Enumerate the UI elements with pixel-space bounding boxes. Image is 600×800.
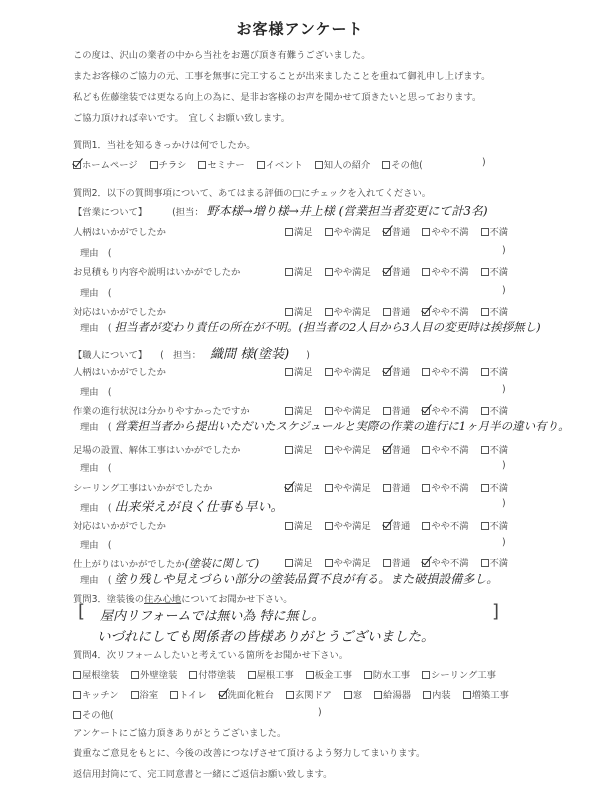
rating-somewhat-dissatisfied[interactable] — [422, 224, 468, 238]
rating-somewhat-dissatisfied[interactable] — [422, 518, 468, 532]
rating-satisfied[interactable] — [285, 442, 313, 456]
close-paren: ) — [502, 245, 506, 256]
rating-dissatisfied[interactable] — [481, 304, 509, 318]
checkbox[interactable] — [73, 691, 81, 699]
checkbox[interactable] — [481, 407, 489, 415]
checkbox-checked[interactable] — [219, 691, 227, 699]
rating-somewhat-satisfied[interactable] — [325, 480, 371, 494]
rating-label: 普通 — [391, 227, 411, 238]
rating-label: 満足 — [294, 367, 313, 378]
option-label: キッチン — [82, 690, 119, 701]
rating-dissatisfied[interactable] — [481, 480, 509, 494]
q1-option-event[interactable] — [257, 157, 303, 171]
q1-options — [73, 157, 432, 171]
checkbox[interactable] — [150, 161, 158, 169]
rating-somewhat-satisfied[interactable] — [325, 442, 371, 456]
rating-somewhat-dissatisfied[interactable] — [422, 442, 468, 456]
checkbox[interactable] — [131, 691, 139, 699]
close-paren: ) — [502, 285, 506, 296]
q4-other-close: ) — [318, 707, 322, 718]
rating-somewhat-satisfied[interactable] — [325, 304, 371, 318]
rating-satisfied[interactable] — [285, 518, 313, 532]
q1-option-flyer[interactable] — [150, 157, 187, 171]
rating-label: 不満 — [489, 406, 509, 417]
checkbox[interactable] — [422, 671, 430, 679]
checkbox[interactable] — [344, 691, 352, 699]
option-label: その他( — [82, 710, 114, 721]
rating-label: やや不満 — [431, 558, 469, 569]
rating-label: 満足 — [294, 558, 313, 569]
q3-label-underlined: 住み心地 — [144, 594, 182, 605]
checkbox[interactable] — [325, 559, 333, 567]
q4-option-sealing-work[interactable] — [422, 667, 496, 681]
rating-label: 普通 — [391, 445, 411, 456]
option-label: その他( — [391, 160, 423, 171]
rating-label: 不満 — [489, 445, 509, 456]
craftsmen-staff-label: ( 担当： — [160, 350, 201, 361]
q4-option-window[interactable] — [344, 687, 362, 701]
option-label: イベント — [265, 160, 303, 171]
rating-label: やや満足 — [333, 445, 371, 456]
rating-somewhat-dissatisfied[interactable] — [422, 480, 468, 494]
rating-label: やや不満 — [431, 483, 469, 494]
rating-label: やや満足 — [333, 521, 371, 532]
checkbox-checked[interactable] — [383, 446, 391, 454]
rating-label: やや不満 — [431, 307, 469, 318]
checkbox-checked[interactable] — [422, 407, 430, 415]
option-label: 給湯器 — [383, 690, 412, 701]
checkbox[interactable] — [315, 161, 323, 169]
option-label: 屋根塗装 — [82, 670, 120, 681]
q4-option-extension-work[interactable] — [463, 687, 509, 701]
checkbox-checked[interactable] — [422, 559, 430, 567]
q4-option-vanity[interactable] — [219, 687, 275, 701]
option-label: 浴室 — [139, 690, 159, 701]
closing-line-2: 貴重なご意見をもとに、今後の改善につなげさせて頂けるよう努力してまいります。 — [73, 748, 426, 759]
checkbox[interactable] — [189, 671, 197, 679]
rating-neutral[interactable] — [383, 403, 411, 417]
rating-dissatisfied[interactable] — [481, 403, 509, 417]
option-label: 付帯塗装 — [198, 670, 236, 681]
rating-somewhat-satisfied[interactable] — [325, 555, 371, 569]
sales-q1-reason[interactable]: 理由 ( — [80, 248, 112, 259]
rating-somewhat-satisfied[interactable] — [325, 264, 371, 278]
rating-somewhat-satisfied[interactable] — [325, 518, 371, 532]
rating-label: 普通 — [391, 558, 411, 569]
rating-dissatisfied[interactable] — [481, 264, 509, 278]
rating-label: 満足 — [294, 227, 313, 238]
sales-q2-ratings — [285, 264, 508, 278]
checkbox[interactable] — [306, 671, 314, 679]
craftsmen-q1-reason[interactable]: 理由 ( — [80, 387, 112, 398]
option-label: 玄関ドア — [294, 690, 332, 701]
rating-label: 普通 — [391, 521, 411, 532]
option-label: 板金工事 — [314, 670, 352, 681]
rating-label: やや満足 — [333, 267, 371, 278]
rating-label: 満足 — [294, 483, 313, 494]
checkbox[interactable] — [325, 407, 333, 415]
q4-option-sheet-metal-work[interactable] — [306, 667, 352, 681]
rating-label: 不満 — [489, 367, 509, 378]
checkbox[interactable] — [325, 484, 333, 492]
checkbox[interactable] — [285, 407, 293, 415]
rating-label: 普通 — [391, 406, 411, 417]
q4-options-row-2 — [73, 687, 518, 701]
rating-label: やや不満 — [431, 267, 469, 278]
checkbox[interactable] — [481, 559, 489, 567]
sales-header — [73, 202, 488, 219]
rating-somewhat-dissatisfied[interactable] — [422, 555, 468, 569]
reason-handwritten: 担当者が変わり責任の所在が不明。(担当者の2人目から3人目の変更時は挨拶無し) — [114, 320, 541, 334]
option-label: ホームページ — [82, 160, 138, 171]
rating-neutral[interactable] — [383, 264, 411, 278]
rating-label: 不満 — [489, 521, 509, 532]
checkbox[interactable] — [383, 407, 391, 415]
checkbox[interactable] — [481, 228, 489, 236]
rating-label: 普通 — [391, 267, 411, 278]
reason-handwritten: 営業担当者から提出いただいたスケジュールと実際の作業の進行に1ヶ月半の違い有り。 — [114, 419, 570, 433]
q4-option-roof-painting[interactable] — [73, 667, 119, 681]
craftsmen-section-title: 【職人について】 — [73, 350, 148, 361]
checkbox[interactable] — [198, 161, 206, 169]
q3-label-suffix: についてお聞かせ下さい。 — [181, 594, 293, 605]
sales-q3-ratings — [285, 304, 508, 318]
checkbox[interactable] — [481, 368, 489, 376]
checkbox[interactable] — [285, 522, 293, 530]
rating-label: やや不満 — [431, 445, 469, 456]
checkbox[interactable] — [285, 228, 293, 236]
q1-other-close: ) — [482, 157, 486, 168]
rating-satisfied[interactable] — [285, 304, 313, 318]
checkbox[interactable] — [364, 671, 372, 679]
sales-q2-label: お見積もり内容や説明はいかがでしたか — [73, 267, 241, 278]
rating-neutral[interactable] — [383, 518, 411, 532]
question-text: 仕上がりはいかがでしたか — [73, 559, 185, 570]
option-label: シーリング工事 — [431, 670, 496, 681]
checkbox[interactable] — [285, 446, 293, 454]
checkbox[interactable] — [325, 308, 333, 316]
rating-somewhat-satisfied[interactable] — [325, 403, 371, 417]
checkbox[interactable] — [423, 691, 431, 699]
craftsmen-q6-reason[interactable] — [80, 570, 498, 587]
rating-label: 不満 — [489, 227, 509, 238]
rating-label: 普通 — [391, 307, 411, 318]
rating-somewhat-dissatisfied[interactable] — [422, 264, 468, 278]
close-paren: ) — [502, 460, 506, 471]
checkbox[interactable] — [422, 228, 430, 236]
option-label: チラシ — [158, 160, 187, 171]
rating-neutral[interactable] — [383, 442, 411, 456]
checkbox[interactable] — [422, 522, 430, 530]
checkbox[interactable] — [463, 691, 471, 699]
craftsmen-q3-ratings — [285, 442, 508, 456]
sales-section-title: 【営業について】 — [73, 207, 148, 218]
checkbox[interactable] — [325, 368, 333, 376]
rating-dissatisfied[interactable] — [481, 555, 509, 569]
sales-q3-reason[interactable] — [80, 319, 541, 335]
rating-neutral[interactable] — [383, 555, 411, 569]
reason-label: 理由 ( — [80, 323, 112, 334]
craftsmen-q2-ratings — [285, 403, 508, 417]
craftsmen-q4-ratings — [285, 480, 508, 494]
q4-option-entrance-door[interactable] — [286, 687, 332, 701]
rating-satisfied[interactable] — [285, 224, 313, 238]
checkbox[interactable] — [325, 268, 333, 276]
checkbox[interactable] — [383, 308, 391, 316]
q4-label: 質問4．次リフォームしたいと考えている箇所をお聞かせ下さい。 — [73, 650, 349, 661]
reason-label: 理由 ( — [80, 422, 112, 433]
rating-satisfied[interactable] — [285, 403, 313, 417]
rating-somewhat-satisfied[interactable] — [325, 364, 371, 378]
rating-label: やや不満 — [431, 367, 469, 378]
q3-bracket-close: ] — [492, 601, 500, 622]
rating-label: 普通 — [391, 367, 411, 378]
craftsmen-q1-label: 人柄はいかがでしたか — [73, 367, 166, 378]
rating-label: 満足 — [294, 406, 313, 417]
option-label: 増築工事 — [471, 690, 509, 701]
rating-label: 普通 — [391, 483, 411, 494]
checkbox[interactable] — [481, 484, 489, 492]
craftsmen-q2-label: 作業の進行状況は分かりやすかったですか — [73, 406, 250, 417]
close-paren: ) — [502, 537, 506, 548]
rating-label: 不満 — [489, 307, 509, 318]
checkbox-checked[interactable] — [285, 484, 293, 492]
q4-option-roof-work[interactable] — [248, 667, 294, 681]
rating-neutral[interactable] — [383, 224, 411, 238]
intro-line-2: またお客様のご協力の元、工事を無事に完工することが出来ましたことを重ねて御礼申し上げます。 — [73, 71, 491, 82]
checkbox[interactable] — [481, 446, 489, 454]
craftsmen-q3-reason[interactable]: 理由 ( — [80, 463, 112, 474]
checkbox[interactable] — [383, 484, 391, 492]
rating-satisfied[interactable] — [285, 555, 313, 569]
checkbox[interactable] — [170, 691, 178, 699]
craftsmen-q6-label — [73, 555, 259, 571]
option-label: 内装 — [432, 690, 451, 701]
q2-label: 質問2．以下の質問事項について、あてはまる評価の□にチェックを入れてください。 — [73, 188, 432, 199]
rating-satisfied[interactable] — [285, 480, 313, 494]
craftsmen-q2-reason[interactable] — [80, 418, 570, 434]
q3-answer-line-1[interactable]: 屋内リフォームでは無い為 特に無し。 — [100, 609, 325, 624]
closing-line-3: 返信用封筒にて、完工同意書と一緒にご返信お願い致します。 — [73, 769, 333, 780]
craftsmen-staff-close: ) — [306, 350, 310, 361]
checkbox[interactable] — [285, 308, 293, 316]
checkbox[interactable] — [422, 368, 430, 376]
rating-dissatisfied[interactable] — [481, 518, 509, 532]
rating-label: やや満足 — [333, 558, 371, 569]
q4-option-toilet[interactable] — [170, 687, 206, 701]
sales-q2-reason[interactable]: 理由 ( — [80, 288, 112, 299]
craftsmen-q6-ratings — [285, 555, 508, 569]
craftsmen-q4-label: シーリング工事はいかがでしたか — [73, 483, 213, 494]
rating-label: やや満足 — [333, 227, 371, 238]
q4-options-row-1 — [73, 667, 505, 681]
checkbox[interactable] — [422, 446, 430, 454]
checkbox[interactable] — [285, 559, 293, 567]
q3-label — [73, 591, 293, 605]
q1-option-other[interactable] — [382, 157, 423, 171]
sales-q3-label: 対応はいかがでしたか — [73, 307, 166, 318]
rating-somewhat-dissatisfied[interactable] — [422, 403, 468, 417]
rating-somewhat-dissatisfied[interactable] — [422, 364, 468, 378]
checkbox[interactable] — [285, 268, 293, 276]
option-label: セミナー — [207, 160, 245, 171]
rating-dissatisfied[interactable] — [481, 442, 509, 456]
question-handwritten-note: (塗装に関して) — [184, 557, 260, 570]
q4-option-other[interactable] — [73, 707, 114, 721]
checkbox[interactable] — [73, 671, 81, 679]
sales-q1-label: 人柄はいかがでしたか — [73, 227, 166, 238]
option-label: 防水工事 — [372, 670, 411, 681]
rating-label: やや満足 — [333, 367, 371, 378]
rating-neutral[interactable] — [383, 480, 411, 494]
option-label: 知人の紹介 — [323, 160, 371, 171]
rating-somewhat-dissatisfied[interactable] — [422, 304, 468, 318]
option-label: 屋根工事 — [256, 670, 294, 681]
craftsmen-q3-label: 足場の設置、解体工事はいかがでしたか — [73, 445, 241, 456]
q1-option-homepage[interactable] — [73, 157, 138, 171]
rating-label: 不満 — [489, 267, 509, 278]
q4-option-waterproofing[interactable] — [364, 667, 410, 681]
q4-option-kitchen[interactable] — [73, 687, 119, 701]
rating-label: 満足 — [294, 445, 313, 456]
closing-line-1: アンケートにご協力頂きありがとうございました。 — [73, 728, 287, 739]
craftsmen-q5-label: 対応はいかがでしたか — [73, 521, 166, 532]
checkbox[interactable] — [383, 559, 391, 567]
rating-satisfied[interactable] — [285, 264, 313, 278]
rating-neutral[interactable] — [383, 304, 411, 318]
sales-q1-ratings — [285, 224, 508, 238]
close-paren: ) — [502, 384, 506, 395]
q1-option-seminar[interactable] — [198, 157, 244, 171]
q1-option-referral[interactable] — [315, 157, 371, 171]
rating-label: やや満足 — [333, 307, 371, 318]
rating-label: 満足 — [294, 307, 313, 318]
q1-label: 質問1．当社を知るきっかけは何でしたか。 — [73, 140, 256, 151]
q3-label-prefix: 質問3．塗装後の — [73, 594, 144, 605]
q4-option-accessory-painting[interactable] — [189, 667, 235, 681]
checkbox[interactable] — [248, 671, 256, 679]
q4-option-bathroom[interactable] — [131, 687, 159, 701]
checkbox-checked[interactable] — [383, 522, 391, 530]
option-label: トイレ — [179, 690, 207, 701]
reason-label: 理由 ( — [80, 575, 112, 586]
checkbox-checked[interactable] — [73, 161, 81, 169]
checkbox[interactable] — [382, 161, 390, 169]
option-label: 外壁塗装 — [140, 670, 178, 681]
intro-line-3: 私ども佐藤塗装では更なる向上の為に、是非お客様のお声を聞かせて頂きたいと思っております。 — [73, 92, 482, 103]
reason-handwritten: 塗り残しや見えづらい部分の塗装品質不良が有る。また破損設備多し。 — [114, 572, 499, 586]
checkbox[interactable] — [286, 691, 294, 699]
option-label: 洗面化粧台 — [227, 690, 274, 701]
craftsmen-q1-ratings — [285, 364, 508, 378]
rating-label: やや満足 — [333, 406, 371, 417]
rating-label: やや満足 — [333, 483, 371, 494]
rating-label: 不満 — [489, 558, 509, 569]
rating-dissatisfied[interactable] — [481, 224, 509, 238]
checkbox[interactable] — [481, 522, 489, 530]
checkbox[interactable] — [374, 691, 382, 699]
craftsmen-q4-reason[interactable] — [80, 496, 284, 515]
q4-option-interior[interactable] — [423, 687, 451, 701]
checkbox[interactable] — [325, 446, 333, 454]
rating-label: やや不満 — [431, 406, 469, 417]
rating-neutral[interactable] — [383, 364, 411, 378]
q3-bracket-open: [ — [78, 601, 86, 622]
q4-option-water-heater[interactable] — [374, 687, 411, 701]
checkbox[interactable] — [131, 671, 139, 679]
rating-label: 満足 — [294, 267, 313, 278]
checkbox[interactable] — [422, 484, 430, 492]
checkbox[interactable] — [481, 268, 489, 276]
checkbox[interactable] — [481, 308, 489, 316]
checkbox[interactable] — [257, 161, 265, 169]
checkbox-checked[interactable] — [383, 368, 391, 376]
rating-dissatisfied[interactable] — [481, 364, 509, 378]
checkbox[interactable] — [325, 522, 333, 530]
checkbox-checked[interactable] — [383, 228, 391, 236]
rating-label: やや不満 — [431, 521, 469, 532]
checkbox[interactable] — [285, 368, 293, 376]
sales-staff-handwritten: 野本様→増り様→井上様 (営業担当者変更にて計3名) — [206, 204, 488, 218]
craftsmen-q5-ratings — [285, 518, 508, 532]
checkbox[interactable] — [422, 268, 430, 276]
close-paren: ) — [502, 498, 506, 509]
rating-label: 満足 — [294, 521, 313, 532]
q3-answer-line-2[interactable]: いづれにしても関係者の皆様ありがとうございました。 — [97, 629, 435, 645]
checkbox-checked[interactable] — [422, 308, 430, 316]
reason-handwritten: 出来栄えが良く仕事も早い。 — [114, 500, 284, 515]
checkbox-checked[interactable] — [383, 268, 391, 276]
reason-label: 理由 ( — [80, 503, 112, 514]
craftsmen-staff-handwritten: 織間 様(塗装) — [209, 347, 290, 362]
craftsmen-header — [73, 343, 310, 362]
checkbox[interactable] — [325, 228, 333, 236]
sales-staff-label: (担当： — [172, 207, 204, 218]
option-label: 窓 — [352, 690, 363, 701]
intro-line-1: この度は、沢山の業者の中から当社をお選び頂き有難うございました。 — [73, 50, 371, 61]
rating-label: 不満 — [489, 483, 509, 494]
rating-somewhat-satisfied[interactable] — [325, 224, 371, 238]
rating-label: やや不満 — [431, 227, 469, 238]
checkbox[interactable] — [73, 711, 81, 719]
rating-satisfied[interactable] — [285, 364, 313, 378]
q4-option-exterior-wall-painting[interactable] — [131, 667, 177, 681]
intro-line-4: ご協力頂ければ幸いです。 宜しくお願い致します。 — [73, 113, 290, 124]
page-title: お客様アンケート — [236, 20, 364, 38]
craftsmen-q5-reason[interactable]: 理由 ( — [80, 540, 112, 551]
